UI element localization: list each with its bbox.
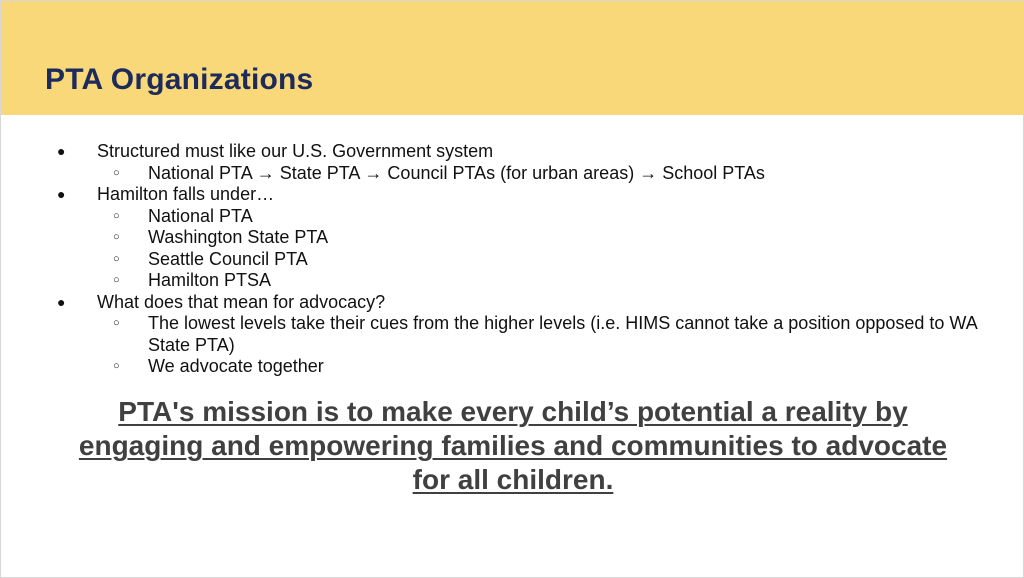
sub-bullet-text: National PTA → State PTA → Council PTAs (for urban areas) → School PTAs	[148, 162, 765, 183]
bullet-item	[51, 184, 981, 206]
sub-bullet-ring-icon: ○	[113, 317, 120, 329]
sub-bullet-item	[51, 227, 981, 249]
bullet-list	[51, 141, 981, 378]
sub-bullet-ring-icon: ○	[113, 209, 120, 222]
sub-bullet-text: National PTA	[148, 205, 253, 226]
sub-bullet-item	[51, 270, 981, 292]
sub-bullet-text: The lowest levels take their cues from the higher levels (i.e. HIMS cannot take a position opposed to WA State PTA)	[148, 313, 977, 355]
mission-statement: PTA's mission is to make every child’s potential a reality by engaging and empowering families and communities to advocate for all children.	[78, 396, 948, 495]
bullet-text: Hamilton falls under…	[97, 184, 275, 204]
sub-bullet-item	[51, 313, 981, 356]
sub-bullet-item	[51, 163, 981, 185]
bullet-dot-icon: ●	[57, 293, 66, 310]
sub-bullet-ring-icon: ○	[113, 252, 120, 265]
sub-bullet-item	[51, 206, 981, 228]
bullet-item	[51, 141, 981, 163]
sub-bullet-text: Seattle Council PTA	[148, 248, 308, 269]
bullet-text: What does that mean for advocacy?	[97, 291, 386, 312]
bullet-item	[51, 292, 981, 314]
sub-bullet-item	[51, 249, 981, 271]
bullet-dot-icon: ●	[57, 143, 66, 159]
sub-bullet-item	[51, 356, 981, 378]
slide	[1, 1, 1023, 577]
sub-bullet-text: Washington State PTA	[148, 227, 329, 247]
sub-bullet-ring-icon: ○	[113, 231, 120, 243]
bullet-dot-icon: ●	[57, 186, 66, 202]
sub-bullet-ring-icon: ○	[113, 166, 120, 179]
bullet-text: Structured must like our U.S. Government system	[97, 141, 494, 161]
sub-bullet-ring-icon: ○	[113, 274, 120, 286]
sub-bullet-ring-icon: ○	[113, 360, 120, 372]
sub-bullet-text: Hamilton PTSA	[148, 270, 272, 290]
slide-title: PTA Organizations	[45, 63, 314, 96]
sub-bullet-text: We advocate together	[148, 356, 324, 376]
header-band	[1, 1, 1023, 115]
